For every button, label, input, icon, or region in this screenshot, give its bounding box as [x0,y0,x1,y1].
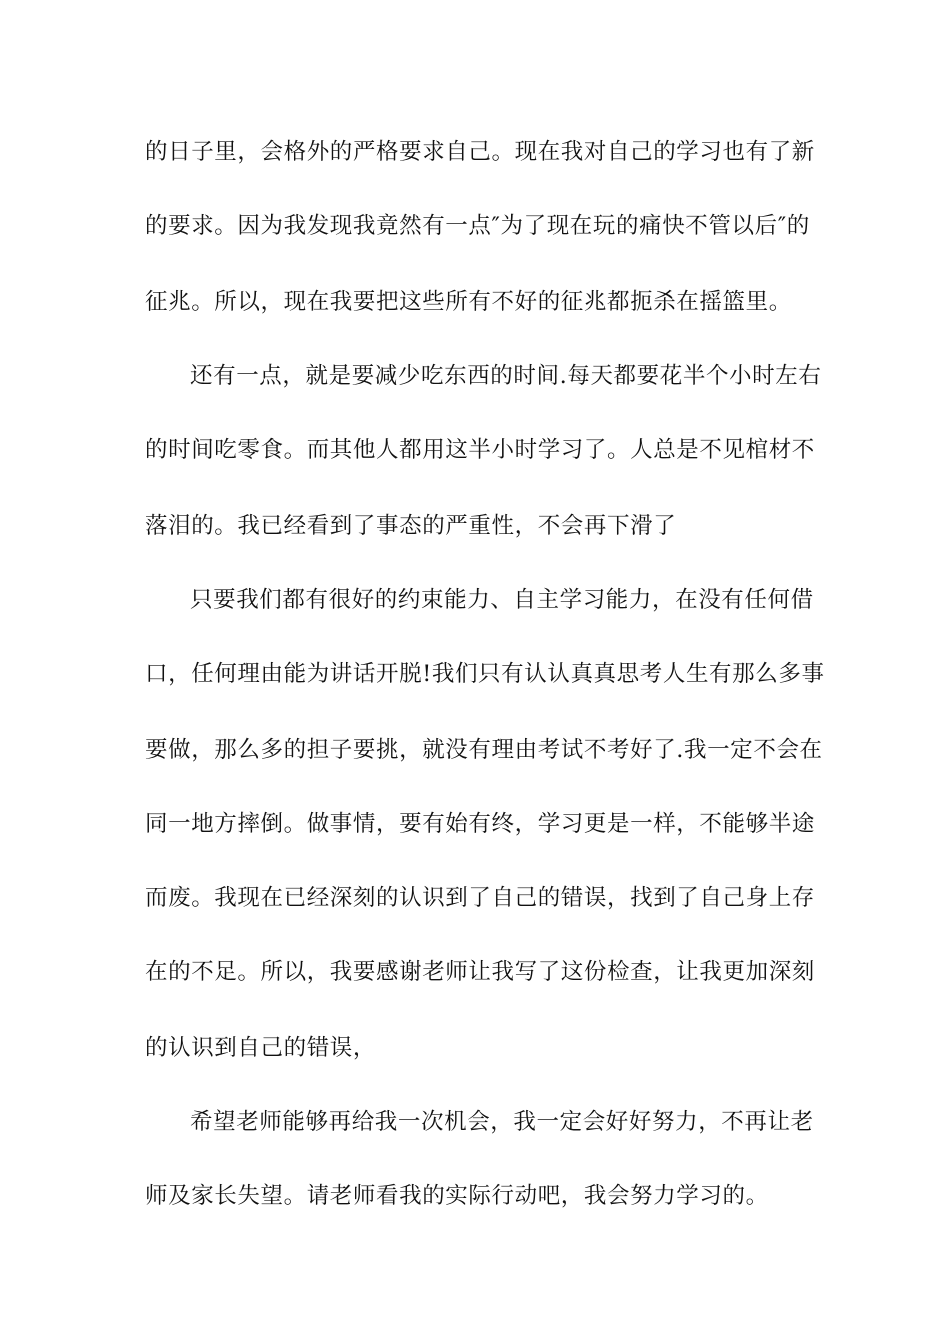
text-line: 的认识到自己的错误， [145,1035,377,1061]
text-line: 而废。我现在已经深刻的认识到了自己的错误，找到了自己身上存 [145,885,815,911]
text-line: 的时间吃零食。而其他人都用这半小时学习了。人总是不见棺材不 [145,437,815,463]
text-line: 同一地方摔倒。做事情，要有始有终，学习更是一样，不能够半途 [145,811,815,837]
text-line: 的要求。因为我发现我竟然有一点″为了现在玩的痛快不管以后″的 [145,213,810,239]
text-line: 要做，那么多的担子要挑，就没有理由考试不考好了.我一定不会在 [145,737,823,763]
text-line: 的日子里，会格外的严格要求自己。现在我对自己的学习也有了新 [145,139,815,165]
paragraph-first-line: 只要我们都有很好的约束能力、自主学习能力，在没有任何借 [190,587,814,613]
text-line: 口，任何理由能为讲话开脱!我们只有认认真真思考人生有那么多事 [145,661,825,687]
text-line: 在的不足。所以，我要感谢老师让我写了这份检查，让我更加深刻 [145,959,815,985]
paragraph-first-line: 希望老师能够再给我一次机会，我一定会好好努力，不再让老 [190,1109,814,1135]
text-line: 师及家长失望。请老师看我的实际行动吧，我会努力学习的。 [145,1183,769,1209]
text-line: 落泪的。我已经看到了事态的严重性，不会再下滑了 [145,513,677,539]
paragraph-first-line: 还有一点，就是要减少吃东西的时间.每天都要花半个小时左右 [190,363,822,389]
text-line: 征兆。所以，现在我要把这些所有不好的征兆都扼杀在摇篮里。 [145,289,792,315]
